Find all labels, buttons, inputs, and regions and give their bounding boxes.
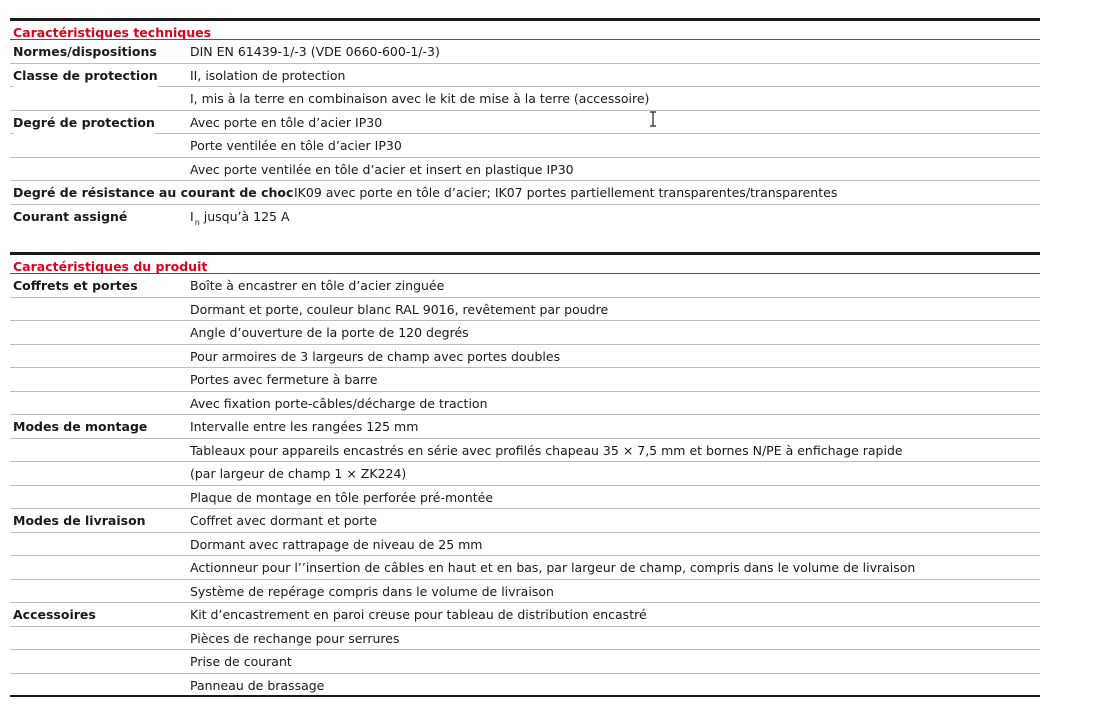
table-row <box>10 111 1040 135</box>
text-cursor-icon <box>648 111 658 127</box>
table-row <box>10 368 1040 392</box>
product-section-title: Caractéristiques du produit <box>10 252 1040 274</box>
table-row <box>10 415 1040 439</box>
row-label: Modes de livraison <box>13 509 146 532</box>
row-label: Classe de protection <box>13 64 158 87</box>
row-value: Intervalle entre les rangées 125 mm <box>190 419 419 434</box>
row-value: II, isolation de protection <box>190 67 346 83</box>
row-value: Prise de courant <box>190 654 292 669</box>
table-row <box>10 556 1040 580</box>
row-value: Porte ventilée en tôle d’acier IP30 <box>190 138 402 153</box>
row-value: Plaque de montage en tôle perforée pré-montée <box>190 489 494 505</box>
product-rows <box>10 274 1040 697</box>
row-value: Coffret avec dormant et porte <box>190 513 378 528</box>
row-value: Avec porte en tôle d’acier IP30 <box>190 114 383 130</box>
table-row <box>10 274 1040 298</box>
table-row <box>10 603 1040 627</box>
table-row <box>10 486 1040 510</box>
table-row <box>10 40 1040 64</box>
table-row <box>10 298 1040 322</box>
table-row <box>10 158 1040 182</box>
table-row <box>10 392 1040 416</box>
row-value: Pour armoires de 3 largeurs de champ avec portes doubles <box>190 348 561 364</box>
row-value: Angle d’ouverture de la porte de 120 degrés <box>190 325 469 340</box>
row-value: Tableaux pour appareils encastrés en série avec profilés chapeau 35 × 7,5 mm et bornes N/PE à enfichage rapide <box>190 442 903 458</box>
current-subscript: n <box>194 217 200 227</box>
row-value: Kit d’encastrement en paroi creuse pour tableau de distribution encastré <box>190 607 647 622</box>
row-value: Système de repérage compris dans le volume de livraison <box>190 583 554 599</box>
row-value: Avec porte ventilée en tôle d’acier et insert en plastique IP30 <box>190 161 574 177</box>
table-row <box>10 650 1040 674</box>
row-value: Dormant et porte, couleur blanc RAL 9016, revêtement par poudre <box>190 301 609 317</box>
current-symbol: I <box>190 208 194 224</box>
row-value: (par largeur de champ 1 × ZK224) <box>190 466 407 481</box>
row-label: Accessoires <box>13 603 96 626</box>
table-row <box>10 462 1040 486</box>
row-value <box>190 205 290 234</box>
table-row <box>10 87 1040 111</box>
row-value: Portes avec fermeture à barre <box>190 372 378 387</box>
table-row <box>10 580 1040 604</box>
table-row <box>10 627 1040 651</box>
row-label: Courant assigné <box>13 205 127 228</box>
row-value: Panneau de brassage <box>190 677 325 693</box>
row-label: Degré de protection <box>13 111 155 134</box>
row-label: Degré de résistance au courant de choc <box>13 181 293 204</box>
row-value: IK09 avec porte en tôle d’acier; IK07 portes partiellement transparentes/transparentes <box>294 185 838 200</box>
table-row <box>10 205 1040 229</box>
table-row <box>10 533 1040 557</box>
row-value: I, mis à la terre en combinaison avec le kit de mise à la terre (accessoire) <box>190 91 650 106</box>
table-row <box>10 181 1040 205</box>
row-value: Boîte à encastrer en tôle d’acier zinguée <box>190 278 445 293</box>
table-row <box>10 134 1040 158</box>
current-text: jusqu’à 125 A <box>199 208 290 224</box>
product-section <box>10 252 1040 697</box>
row-label: Normes/dispositions <box>13 40 157 63</box>
table-row <box>10 321 1040 345</box>
tech-section-title: Caractéristiques techniques <box>10 18 1040 40</box>
row-value: Pièces de rechange pour serrures <box>190 630 400 646</box>
table-row <box>10 64 1040 88</box>
row-label: Modes de montage <box>13 415 147 438</box>
row-value: Actionneur pour l’’insertion de câbles en haut et en bas, par largeur de champ, compris dans le volume de livraison <box>190 560 916 575</box>
row-value: Dormant avec rattrapage de niveau de 25 mm <box>190 536 483 552</box>
tech-section <box>10 18 1040 228</box>
table-row <box>10 345 1040 369</box>
row-value: DIN EN 61439-1/-3 (VDE 0660-600-1/-3) <box>190 44 440 59</box>
table-row <box>10 509 1040 533</box>
table-row <box>10 439 1040 463</box>
row-value: Avec fixation porte-câbles/décharge de traction <box>190 395 488 411</box>
table-row <box>10 674 1040 698</box>
row-label: Coffrets et portes <box>13 274 138 297</box>
